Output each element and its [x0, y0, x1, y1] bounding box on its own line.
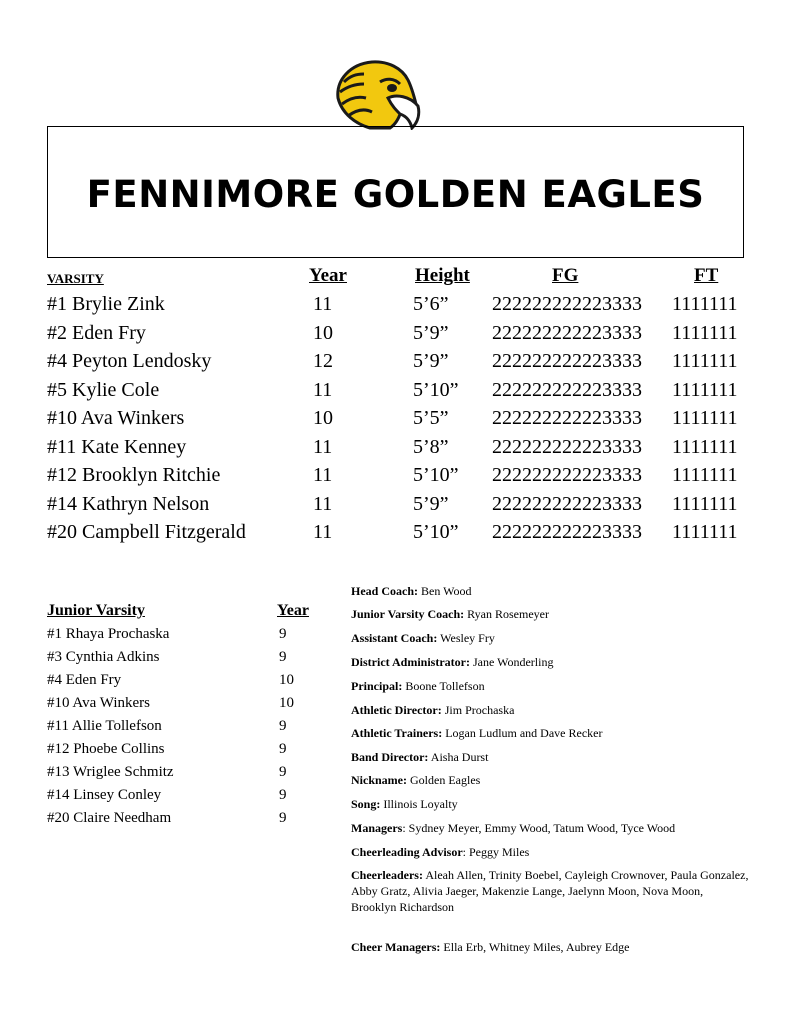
- player-height: 5’10”: [413, 464, 459, 486]
- staff-value: Ella Erb, Whitney Miles, Aubrey Edge: [440, 940, 630, 954]
- player-height: 5’10”: [413, 521, 459, 543]
- player-fg: 222222222223333: [492, 322, 642, 344]
- player-year: 12: [313, 350, 333, 372]
- player-year: 11: [313, 521, 333, 543]
- jv-player-year: 9: [279, 810, 287, 826]
- jv-player-name: #3 Cynthia Adkins: [47, 649, 160, 665]
- player-fg: 222222222223333: [492, 521, 642, 543]
- player-year: 10: [313, 407, 333, 429]
- player-fg: 222222222223333: [492, 293, 642, 315]
- staff-value: Ben Wood: [418, 584, 472, 598]
- player-height: 5’5”: [413, 407, 449, 429]
- staff-item: [351, 820, 751, 836]
- player-fg: 222222222223333: [492, 464, 642, 486]
- player-ft: 1111111: [672, 521, 738, 543]
- golden-eagle-head-icon: [330, 58, 422, 130]
- staff-item: [351, 702, 751, 718]
- jv-player-name: #13 Wriglee Schmitz: [47, 764, 174, 780]
- list-item: [0, 718, 340, 741]
- list-item: [0, 695, 340, 718]
- staff-item: [351, 654, 751, 670]
- table-row: [0, 436, 791, 465]
- list-item: [0, 741, 340, 764]
- staff-value: Logan Ludlum and Dave Recker: [442, 726, 603, 740]
- staff-value: Aleah Allen, Trinity Boebel, Cayleigh Crownover, Paula Gonzalez, Abby Gratz, Alivia Jaeger, Makenzie Lange, Jaelynn Moon, Nova Moon, Brooklyn Richardson: [351, 868, 749, 914]
- staff-label: Assistant Coach:: [351, 631, 438, 645]
- jv-player-year: 9: [279, 626, 287, 642]
- player-fg: 222222222223333: [492, 379, 642, 401]
- player-name: #14 Kathryn Nelson: [47, 493, 210, 515]
- player-year: 10: [313, 322, 333, 344]
- jv-player-year: 9: [279, 718, 287, 734]
- staff-item: [351, 939, 751, 955]
- player-name: #11 Kate Kenney: [47, 436, 187, 458]
- player-name: #12 Brooklyn Ritchie: [47, 464, 221, 486]
- jv-year-header: Year: [277, 602, 309, 619]
- staff-item: [351, 796, 751, 812]
- player-height: 5’9”: [413, 493, 449, 515]
- table-row: [0, 293, 791, 322]
- player-fg: 222222222223333: [492, 493, 642, 515]
- player-height: 5’10”: [413, 379, 459, 401]
- player-name: #1 Brylie Zink: [47, 293, 165, 315]
- staff-value: Boone Tollefson: [402, 679, 485, 693]
- staff-item: [351, 749, 751, 765]
- table-row: [0, 350, 791, 379]
- player-height: 5’6”: [413, 293, 449, 315]
- staff-item: [351, 583, 751, 599]
- staff-item: [351, 844, 751, 860]
- staff-label: Principal:: [351, 679, 403, 693]
- staff-item: [351, 772, 751, 788]
- jv-player-name: #20 Claire Needham: [47, 810, 172, 826]
- jv-player-name: #1 Rhaya Prochaska: [47, 626, 170, 642]
- staff-item: [351, 630, 751, 646]
- list-item: [0, 764, 340, 787]
- player-year: 11: [313, 293, 333, 315]
- varsity-section-label: VARSITY: [47, 271, 104, 286]
- staff-value: Ryan Rosemeyer: [464, 607, 549, 621]
- staff-value: Jane Wonderling: [469, 655, 554, 669]
- player-fg: 222222222223333: [492, 436, 642, 458]
- staff-value: : Sydney Meyer, Emmy Wood, Tatum Wood, Tyce Wood: [402, 821, 676, 835]
- player-ft: 1111111: [672, 493, 738, 515]
- list-item: [0, 649, 340, 672]
- staff-label: District Administrator:: [351, 655, 470, 669]
- table-row: [0, 464, 791, 493]
- staff-label: Cheerleaders:: [351, 868, 423, 882]
- title-box: [47, 126, 744, 258]
- player-fg: 222222222223333: [492, 407, 642, 429]
- player-year: 11: [313, 493, 333, 515]
- player-ft: 1111111: [672, 464, 738, 486]
- staff-label: Band Director:: [351, 750, 429, 764]
- staff-value: Jim Prochaska: [441, 703, 515, 717]
- staff-label: Junior Varsity Coach:: [351, 607, 465, 621]
- staff-value: Aisha Durst: [428, 750, 489, 764]
- staff-label: Managers: [351, 821, 403, 835]
- player-year: 11: [313, 436, 333, 458]
- player-ft: 1111111: [672, 436, 738, 458]
- player-name: #20 Campbell Fitzgerald: [47, 521, 246, 543]
- jv-player-name: #4 Eden Fry: [47, 672, 122, 688]
- player-ft: 1111111: [672, 293, 738, 315]
- staff-value: : Peggy Miles: [462, 845, 530, 859]
- jv-player-name: #14 Linsey Conley: [47, 787, 162, 803]
- player-height: 5’9”: [413, 350, 449, 372]
- player-name: #10 Ava Winkers: [47, 407, 185, 429]
- player-ft: 1111111: [672, 379, 738, 401]
- page-title: FENNIMORE GOLDEN EAGLES: [86, 173, 705, 216]
- player-year: 11: [313, 464, 333, 486]
- staff-item: [351, 867, 751, 915]
- player-name: #2 Eden Fry: [47, 322, 146, 344]
- year-column-header: Year: [309, 265, 347, 286]
- table-row: [0, 521, 791, 550]
- fg-column-header: FG: [552, 265, 579, 286]
- table-row: [0, 407, 791, 436]
- jv-player-name: #11 Allie Tollefson: [47, 718, 162, 734]
- jv-player-year: 9: [279, 741, 287, 757]
- player-ft: 1111111: [672, 350, 738, 372]
- player-name: #4 Peyton Lendosky: [47, 350, 212, 372]
- player-ft: 1111111: [672, 322, 738, 344]
- jv-section-label: Junior Varsity: [47, 602, 145, 619]
- staff-label: Head Coach:: [351, 584, 418, 598]
- staff-label: Nickname:: [351, 773, 407, 787]
- jv-player-year: 9: [279, 764, 287, 780]
- player-height: 5’9”: [413, 322, 449, 344]
- player-name: #5 Kylie Cole: [47, 379, 160, 401]
- jv-player-year: 10: [279, 695, 294, 711]
- player-ft: 1111111: [672, 407, 738, 429]
- list-item: [0, 787, 340, 810]
- staff-value: Wesley Fry: [437, 631, 495, 645]
- staff-label: Cheer Managers:: [351, 940, 441, 954]
- player-year: 11: [313, 379, 333, 401]
- staff-label: Athletic Trainers:: [351, 726, 443, 740]
- staff-label: Cheerleading Advisor: [351, 845, 463, 859]
- table-row: [0, 379, 791, 408]
- height-column-header: Height: [415, 265, 470, 286]
- jv-player-name: #10 Ava Winkers: [47, 695, 150, 711]
- table-row: [0, 322, 791, 351]
- jv-player-year: 9: [279, 649, 287, 665]
- player-fg: 222222222223333: [492, 350, 642, 372]
- staff-value: Golden Eagles: [407, 773, 481, 787]
- list-item: [0, 626, 340, 649]
- staff-label: Song:: [351, 797, 381, 811]
- list-item: [0, 672, 340, 695]
- staff-item: [351, 725, 751, 741]
- list-item: [0, 810, 340, 833]
- jv-player-name: #12 Phoebe Collins: [47, 741, 165, 757]
- player-height: 5’8”: [413, 436, 449, 458]
- jv-player-year: 10: [279, 672, 294, 688]
- jv-player-year: 9: [279, 787, 287, 803]
- ft-column-header: FT: [694, 265, 719, 286]
- staff-value: Illinois Loyalty: [380, 797, 458, 811]
- staff-item: [351, 678, 751, 694]
- staff-label: Athletic Director:: [351, 703, 442, 717]
- table-row: [0, 493, 791, 522]
- staff-item: [351, 606, 751, 622]
